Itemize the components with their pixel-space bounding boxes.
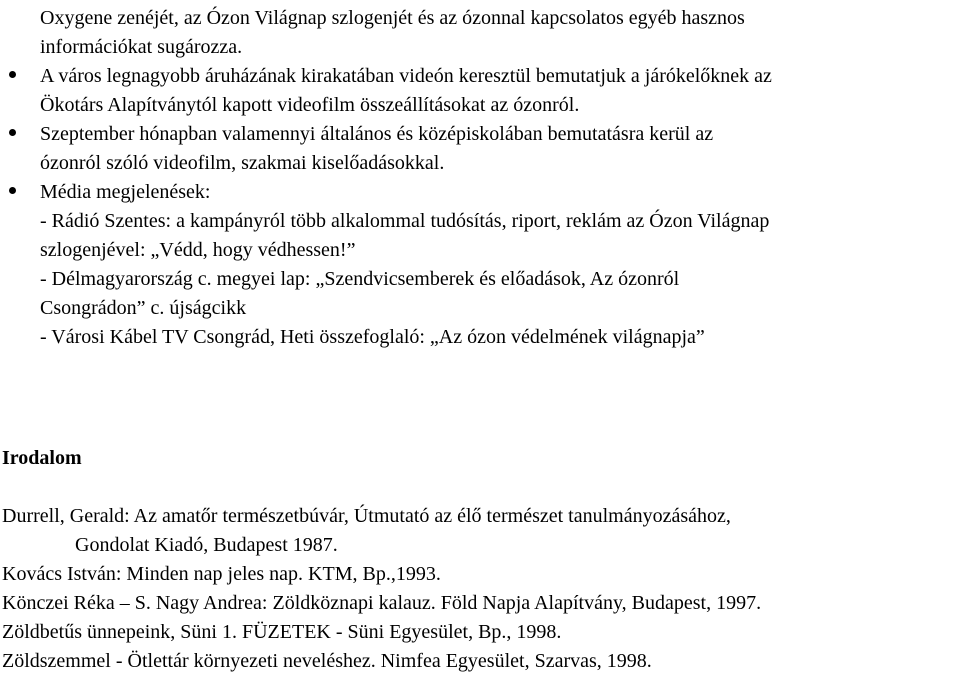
bullet-item-line: Média megjelenések: (40, 181, 211, 203)
bullet-marker (9, 129, 16, 136)
bullet-marker (9, 71, 16, 78)
reference-entry: Durrell, Gerald: Az amatőr természetbúvár, Útmutató az élő természet tanulmányozásához, (2, 505, 731, 527)
reference-entry: Zöldszemmel - Ötlettár környezeti neveléshez. Nimfea Egyesület, Szarvas, 1998. (2, 650, 652, 672)
reference-entry: Kovács István: Minden nap jeles nap. KTM, Bp.,1993. (2, 563, 441, 585)
reference-entry: Zöldbetűs ünnepeink, Süni 1. FÜZETEK - Süni Egyesület, Bp., 1998. (2, 621, 562, 643)
bullet-item-line: Csongrádon” c. újságcikk (40, 297, 247, 319)
reference-entry-continuation: Gondolat Kiadó, Budapest 1987. (75, 534, 338, 556)
bullet-item-line: Szeptember hónapban valamennyi általános és középiskolában bemutatásra kerül az (40, 123, 714, 145)
section-heading: Irodalom (2, 447, 82, 469)
bullet-marker (9, 187, 16, 194)
bullet-item-line: - Délmagyarország c. megyei lap: „Szendvicsemberek és előadások, Az ózonról (40, 268, 680, 290)
paragraph-line: Oxygene zenéjét, az Ózon Világnap szlogenjét és az ózonnal kapcsolatos egyéb hasznos (40, 7, 745, 29)
bullet-item-line: - Rádió Szentes: a kampányról több alkalommal tudósítás, riport, reklám az Ózon Világnap (40, 210, 770, 232)
bullet-item-line: ózonról szóló videofilm, szakmai kiselőadásokkal. (40, 152, 445, 174)
bullet-item-line: A város legnagyobb áruházának kirakatában videón keresztül bemutatjuk a járókelőknek az (40, 65, 772, 87)
reference-entry: Könczei Réka – S. Nagy Andrea: Zöldköznapi kalauz. Föld Napja Alapítvány, Budapest, 1997. (2, 592, 762, 614)
bullet-item-line: Ökotárs Alapítványtól kapott videofilm összeállításokat az ózonról. (40, 94, 580, 116)
bullet-item-line: szlogenjével: „Védd, hogy védhessen!” (40, 239, 356, 261)
bullet-item-line: - Városi Kábel TV Csongrád, Heti összefoglaló: „Az ózon védelmének világnapja” (40, 326, 705, 348)
paragraph-line: információkat sugározza. (40, 36, 243, 58)
